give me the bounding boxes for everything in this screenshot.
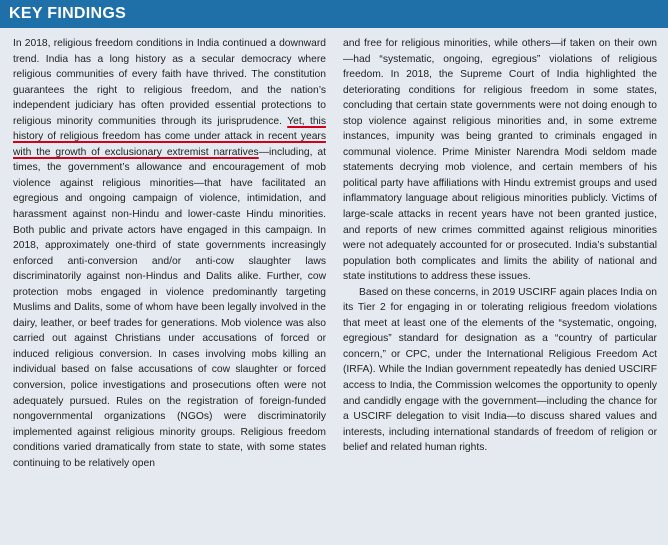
paragraph-text: In 2018, religious freedom conditions in India continued a downward trend. India has a long history as a secular democracy where religious communities of every faith have thrived. The constitution guarantees the right to religious freedom, and the nation’s independent judiciary has often provided essential protections to religious minority communities through its jurisprudence. — [13, 38, 326, 127]
left-column — [13, 36, 326, 471]
paragraph-text: —including, at times, the government’s allowance and encouragement of mob violence against religious minorities—that have facilitated an egregious and ongoing campaign of violence, intimidation, and harassment against non-Hindu and lower-caste Hindu minorities. Both public and private actors have engaged in this campaign. In 2018, approximately one-third of state governments increasingly enforced anti-conversion and/or anti-cow slaughter laws discriminatorily against non-Hindus and Dalits alike. Further, cow protection mobs engaged in violence predominantly targeting Muslims and Dalits, some of whom have been legally involved in the dairy, leather, or beef trades for generations. Mob violence was also carried out against Christians under accusations of forced or induced religious conversion. In cases involving mobs killing an individual based on false accusations of cow slaughter or forced conversion, police investigations and prosecutions often were not adequately pursued. Rules on the registration of foreign-funded nongovernmental organizations (NGOs) were discriminatorily implemented against religious minority groups. Religious freedom conditions varied dramatically from state to state, with some states continuing to be relatively open — [13, 146, 326, 469]
text-columns — [0, 36, 668, 541]
paragraph: Based on these concerns, in 2019 USCIRF again places India on its Tier 2 for engaging in or tolerating religious freedom violations that meet at least one of the elements of the “systematic, ongoing, egregious” standard for designation as a “country of particular concern,” or CPC, under the International Religious Freedom Act (IRFA). While the Indian government repeatedly has denied USCIRF access to India, the Commission welcomes the opportunity to openly and candidly engage with the government—including the chance for a USCIRF delegation to visit India—to discuss shared values and interests, including international standards of freedom of religion or belief and related human rights. — [343, 286, 657, 454]
section-title: KEY FINDINGS — [9, 5, 127, 22]
section-banner — [0, 0, 668, 28]
paragraph: and free for religious minorities, while others—if taken on their own—had “systematic, ongoing, egregious” violations of religious freedom. In 2018, the Supreme Court of India highlighted the deteriorating conditions for religious freedom in some states, concluding that certain state governments were not doing enough to stop violence against religious minorities and, in some extreme instances, impunity was being granted to criminals engaged in communal violence. Prime Minister Narendra Modi seldom made statements decrying mob violence, and certain members of his political party have affiliations with Hindu extremist groups and used inflammatory language about religious minorities publicly. Victims of large-scale attacks in recent years have not been granted justice, and reports of new crimes committed against religious minorities were not adequately accounted for or prosecuted. India’s substantial population both complicates and limits the ability of national and state institutions to address these issues. — [343, 38, 657, 283]
right-column — [343, 36, 657, 456]
paragraph — [13, 36, 326, 471]
underlined-highlight: Yet, this history of religious freedom has come under attack in recent years with the growth of exclusionary extremist narratives — [13, 115, 326, 158]
